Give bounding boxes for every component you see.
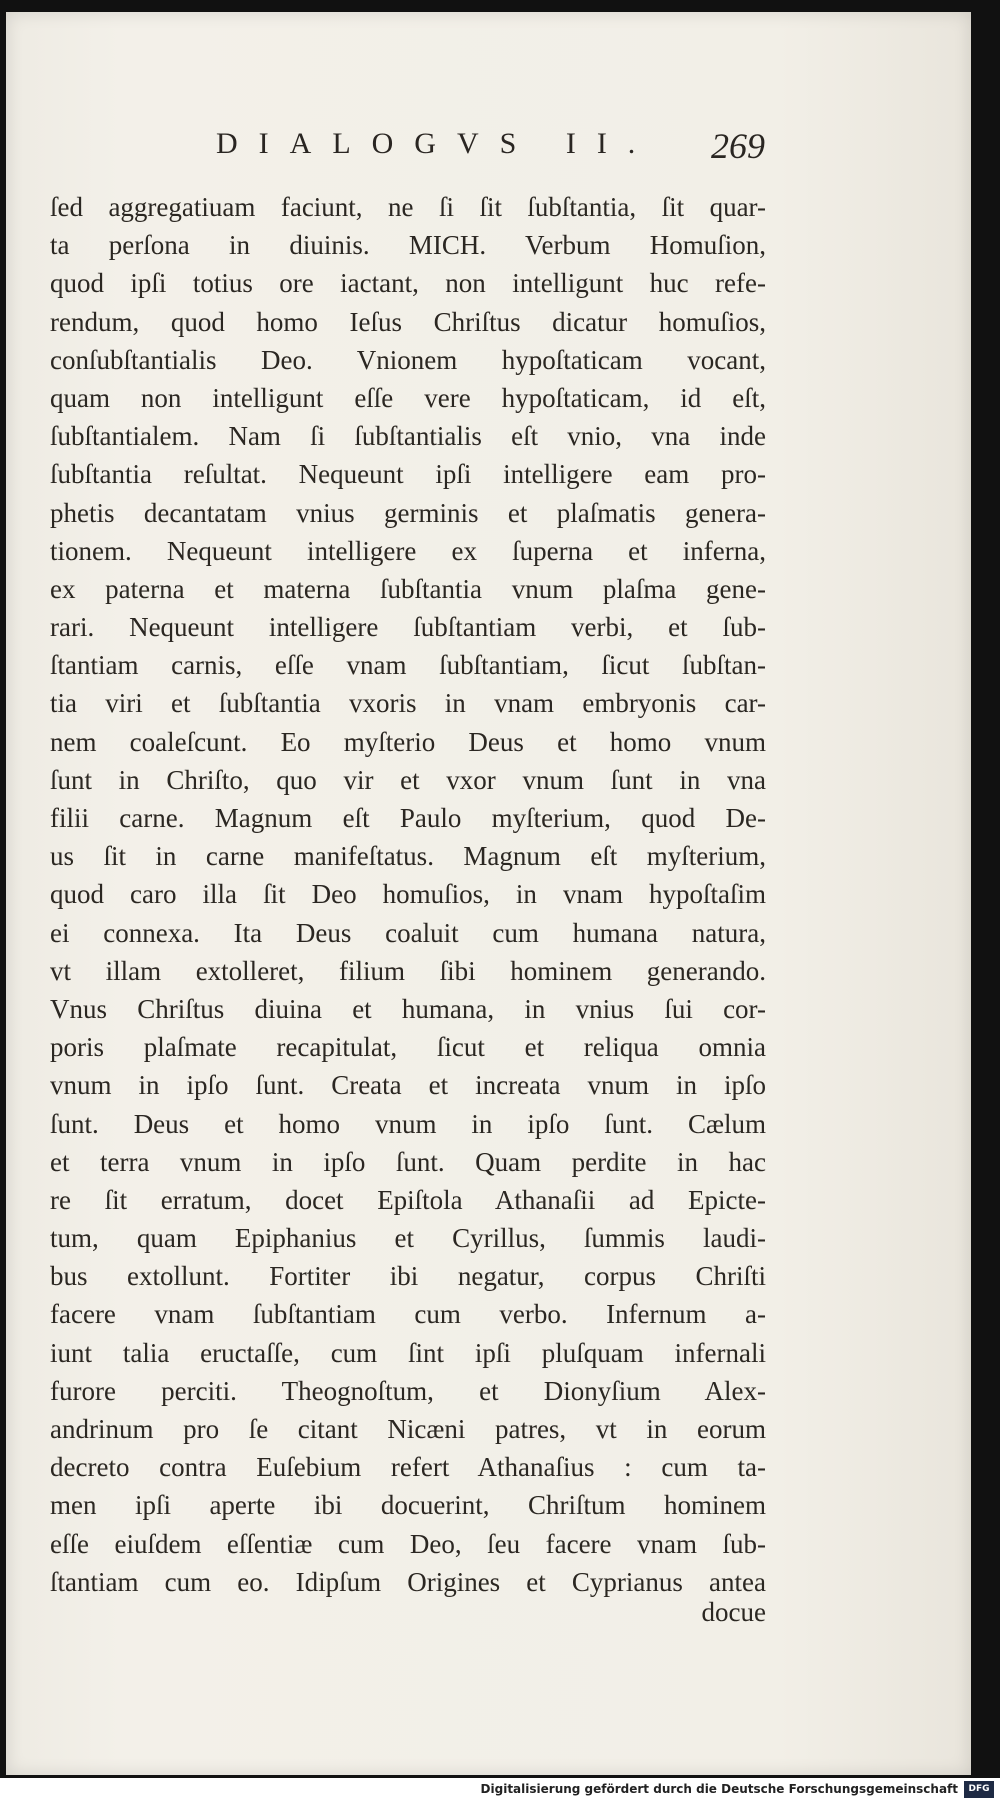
text-line: iunt talia eructaſſe, cum ſint ipſi pluſquam infernali: [50, 1337, 766, 1368]
body-text: [50, 188, 766, 1601]
text-line: tum, quam Epiphanius et Cyrillus, ſummis laudi-: [50, 1223, 766, 1254]
funding-credit: Digitalisierung gefördert durch die Deutsche Forschungsgemeinschaft: [480, 1782, 958, 1796]
text-line: furore perciti. Theognoſtum, et Dionyſium Alex-: [50, 1375, 766, 1406]
text-line: ſubſtantia reſultat. Nequeunt ipſi intelligere eam pro-: [50, 459, 766, 490]
text-line: eſſe eiuſdem eſſentiæ cum Deo, ſeu facere vnam ſub-: [50, 1528, 766, 1559]
text-line: conſubſtantialis Deo. Vnionem hypoſtaticam vocant,: [50, 344, 766, 375]
text-line: ſtantiam cum eo. Idipſum Origines et Cyprianus antea: [50, 1566, 766, 1597]
dfg-logo-icon: DFG: [964, 1781, 994, 1798]
text-line: ſtantiam carnis, eſſe vnam ſubſtantiam, ſicut ſubſtan-: [50, 650, 766, 681]
catchword: docue: [701, 1597, 766, 1627]
text-line: poris plaſmate recapitulat, ſicut et reliqua omnia: [50, 1032, 766, 1063]
text-line: ex paterna et materna ſubſtantia vnum plaſma gene-: [50, 573, 766, 604]
running-head: DIALOGVS II.: [216, 127, 657, 160]
digitization-footer: [0, 1778, 1000, 1803]
text-line: ſunt. Deus et homo vnum in ipſo ſunt. Cælum: [50, 1108, 766, 1139]
text-line: andrinum pro ſe citant Nicæni patres, vt in eorum: [50, 1414, 766, 1444]
page-number: 269: [711, 126, 765, 166]
text-line: et terra vnum in ipſo ſunt. Quam perdite in hac: [50, 1146, 766, 1177]
text-line: quod ipſi totius ore iactant, non intelligunt huc refe-: [50, 268, 766, 299]
book-page: [6, 12, 971, 1775]
text-line: ei connexa. Ita Deus coaluit cum humana natura,: [50, 917, 766, 948]
text-line: rendum, quod homo Ieſus Chriſtus dicatur homuſios,: [50, 306, 766, 337]
text-line: vt illam extolleret, filium ſibi hominem generando.: [50, 955, 766, 986]
text-line: quod caro illa ſit Deo homuſios, in vnam hypoſtaſim: [50, 879, 766, 910]
text-line: men ipſi aperte ibi docuerint, Chriſtum hominem: [50, 1490, 766, 1521]
text-line: ſubſtantialem. Nam ſi ſubſtantialis eſt vnio, vna inde: [50, 421, 766, 452]
text-line: ta perſona in diuinis. MICH. Verbum Homuſion,: [50, 230, 766, 261]
text-line: Vnus Chriſtus diuina et humana, in vnius ſui cor-: [50, 993, 766, 1024]
text-line: facere vnam ſubſtantiam cum verbo. Infernum a-: [50, 1299, 766, 1330]
text-line: filii carne. Magnum eſt Paulo myſterium, quod De-: [50, 803, 766, 833]
text-line: phetis decantatam vnius germinis et plaſmatis genera-: [50, 497, 766, 528]
text-line: tionem. Nequeunt intelligere ex ſuperna et inferna,: [50, 535, 766, 566]
page-header: [6, 127, 971, 167]
text-line: decreto contra Euſebium refert Athanaſius : cum ta-: [50, 1452, 766, 1483]
text-line: nem coaleſcunt. Eo myſterio Deus et homo vnum: [50, 726, 766, 757]
text-line: us ſit in carne manifeſtatus. Magnum eſt myſterium,: [50, 841, 766, 872]
text-line: quam non intelligunt eſſe vere hypoſtaticam, id eſt,: [50, 382, 766, 413]
text-line: vnum in ipſo ſunt. Creata et increata vnum in ipſo: [50, 1070, 766, 1101]
text-line: rari. Nequeunt intelligere ſubſtantiam verbi, et ſub-: [50, 612, 766, 643]
text-line: tia viri et ſubſtantia vxoris in vnam embryonis car-: [50, 688, 766, 719]
text-line: ſunt in Chriſto, quo vir et vxor vnum ſunt in vna: [50, 764, 766, 795]
text-line: bus extollunt. Fortiter ibi negatur, corpus Chriſti: [50, 1261, 766, 1292]
text-line: ſed aggregatiuam faciunt, ne ſi ſit ſubſtantia, ſit quar-: [50, 192, 766, 222]
text-line: re ſit erratum, docet Epiſtola Athanaſii ad Epicte-: [50, 1184, 766, 1215]
